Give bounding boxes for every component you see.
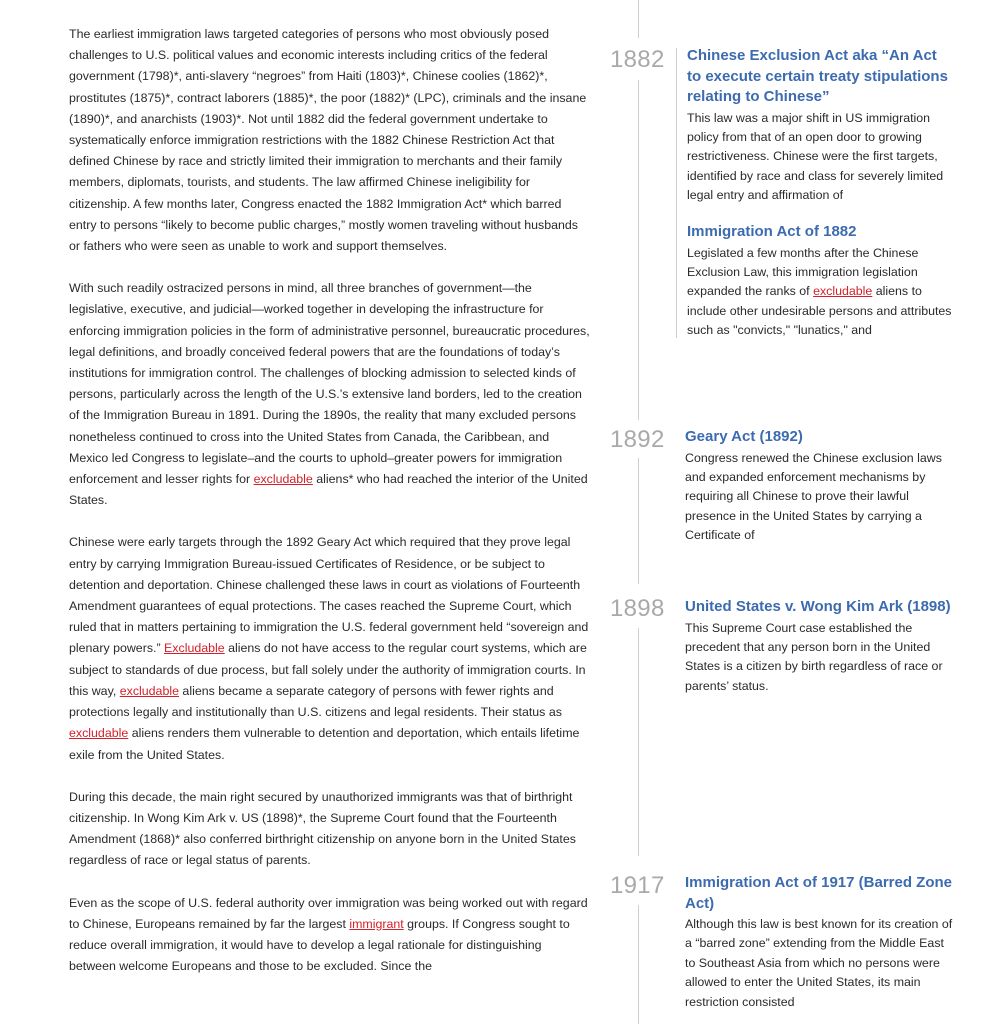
glossary-link-excludable[interactable]: excludable (253, 472, 313, 487)
entry-body: This law was a major shift in US immigration policy from that of an open door to growing restrictiveness. Chinese were the first targets, identified by race and class for severely limited legal entry and affirmation of (687, 110, 944, 203)
paragraph-4: During this decade, the main right secured by unauthorized immigrants was that of birthright citizenship. In Wong Kim Ark v. US (1898)*, the Supreme Court found that the Fourteenth Amendment (1868)* also conferred birthright citizenship on anyone born in the United States regardless of race or legal status of parents. (69, 789, 576, 868)
entry-body: Congress renewed the Chinese exclusion laws and expanded enforcement mechanisms by requiring all Chinese to prove their lawful presence in the United States by carrying a Certificate of (685, 450, 942, 543)
timeline-entry-bar (676, 48, 677, 338)
paragraph-5: Even as the scope of U.S. federal authority over immigration was being worked out with regard to Chinese, Europeans remained by far the largest immigrant groups. If Congress sought to reduce overall immigration, it would have to develop a legal rationale for distinguishing between welcome Europeans and those to be excluded. Since the (69, 895, 588, 974)
glossary-link-excludable[interactable]: Excludable (164, 641, 225, 656)
paragraph-1: The earliest immigration laws targeted categories of persons who most obviously posed challenges to U.S. political values and economic interests including critics of the federal government (1798)*, anti-slavery “negroes” from Haiti (1803)*, Chinese coolies (1862)*, prostitutes (1875)*, contract laborers (1885)*, the poor (1882)* (LPC), criminals and the insane (1890)*, and anarchists (1903)*. Not until 1882 did the federal government undertake to systematically enforce immigration restrictions with the 1882 Chinese Restriction Act that defined Chinese by race and strictly limited their immigration to merchants and their family members, diplomats, tourists, and students. The law affirmed Chinese ineligibility for citizenship. A few months later, Congress enacted the 1882 Immigration Act* which barred entry to persons “likely to become public charges,” mostly women traveling without husbands or fathers who were seen as unable to work and support themselves. (69, 27, 587, 254)
entry-body: Legislated a few months after the Chinese Exclusion Law, this immigration legislation expanded the ranks of excludable aliens to include other undesirable persons and attributes such as "convicts," "lunatics," and (687, 245, 952, 338)
timeline-year-1882: 1882 (610, 46, 665, 73)
timeline-axis-segment (638, 905, 639, 1024)
timeline-entry-geary-act (685, 427, 953, 546)
entry-title[interactable]: Immigration Act of 1882 (687, 223, 857, 240)
entry-title[interactable]: Chinese Exclusion Act aka “An Act to execute certain treaty stipulations relating to Chinese” (687, 47, 948, 105)
entry-title[interactable]: Geary Act (1892) (685, 428, 803, 445)
timeline-entry-immigration-act-1917 (685, 873, 953, 1012)
entry-body: This Supreme Court case established the precedent that any person born in the United States is a citizen by birth regardless of race or parents’ status. (685, 620, 943, 693)
timeline-axis-segment (638, 80, 639, 420)
glossary-link-excludable[interactable]: excludable (69, 726, 129, 741)
timeline-axis-segment (638, 0, 639, 38)
timeline-entry-immigration-act-1882 (687, 222, 955, 341)
paragraph-2: With such readily ostracized persons in mind, all three branches of government—the legislative, executive, and judicial—worked together in developing the infrastructure for enforcing immigration policies in the form of administrative personnel, bureaucratic procedures, legal definitions, and broadly conceived federal powers that are the foundations of today’s institutions for immigration control. The challenges of blocking admission to selected kinds of persons, particularly across the length of the U.S.’s extensive land borders, led to the creation of the Immigration Bureau in 1891. During the 1890s, the reality that many excluded persons nonetheless continued to cross into the United States from Canada, the Caribbean, and Mexico led Congress to legislate–and the courts to uphold–greater powers for immigration enforcement and lesser rights for excludable aliens* who had reached the interior of the United States. (69, 281, 590, 508)
glossary-link-excludable[interactable]: excludable (119, 683, 179, 698)
glossary-link-excludable[interactable]: excludable (813, 284, 873, 299)
timeline-entry-wong-kim-ark (685, 597, 953, 696)
entry-title[interactable]: Immigration Act of 1917 (Barred Zone Act) (685, 874, 952, 912)
entry-title[interactable]: United States v. Wong Kim Ark (1898) (685, 598, 951, 615)
paragraph-3: Chinese were early targets through the 1892 Geary Act which required that they prove legal entry by carrying Immigration Bureau-issued Certificates of Residence, or be subject to detention and deportation. Chinese challenged these laws in court as violations of Fourteenth Amendment guarantees of equal protections. The cases reached the Supreme Court, which ruled that in matters pertaining to immigration the U.S. federal government held “sovereign and plenary powers.” Excludable aliens do not have access to the regular court systems, which are subject to standards of due process, but fall solely under the authority of immigration courts. In this way, excludable aliens became a separate category of persons with fewer rights and protections legally and institutionally than U.S. citizens and legal residents. Their status as excludable aliens renders them vulnerable to detention and deportation, which entails lifetime exile from the United States. (69, 535, 589, 762)
entry-body: Although this law is best known for its creation of a “barred zone” extending from the Middle East to Southeast Asia from which no persons were allowed to enter the United States, its main restriction consisted (685, 917, 953, 1009)
timeline-year-1892: 1892 (610, 426, 665, 453)
timeline-year-1898: 1898 (610, 595, 665, 622)
main-article (69, 24, 591, 998)
timeline-axis-segment (638, 628, 639, 856)
timeline-axis-segment (638, 458, 639, 584)
glossary-link-immigrant[interactable]: immigrant (349, 916, 404, 931)
timeline-year-1917: 1917 (610, 872, 665, 899)
timeline-entry-chinese-exclusion-act (687, 46, 953, 206)
